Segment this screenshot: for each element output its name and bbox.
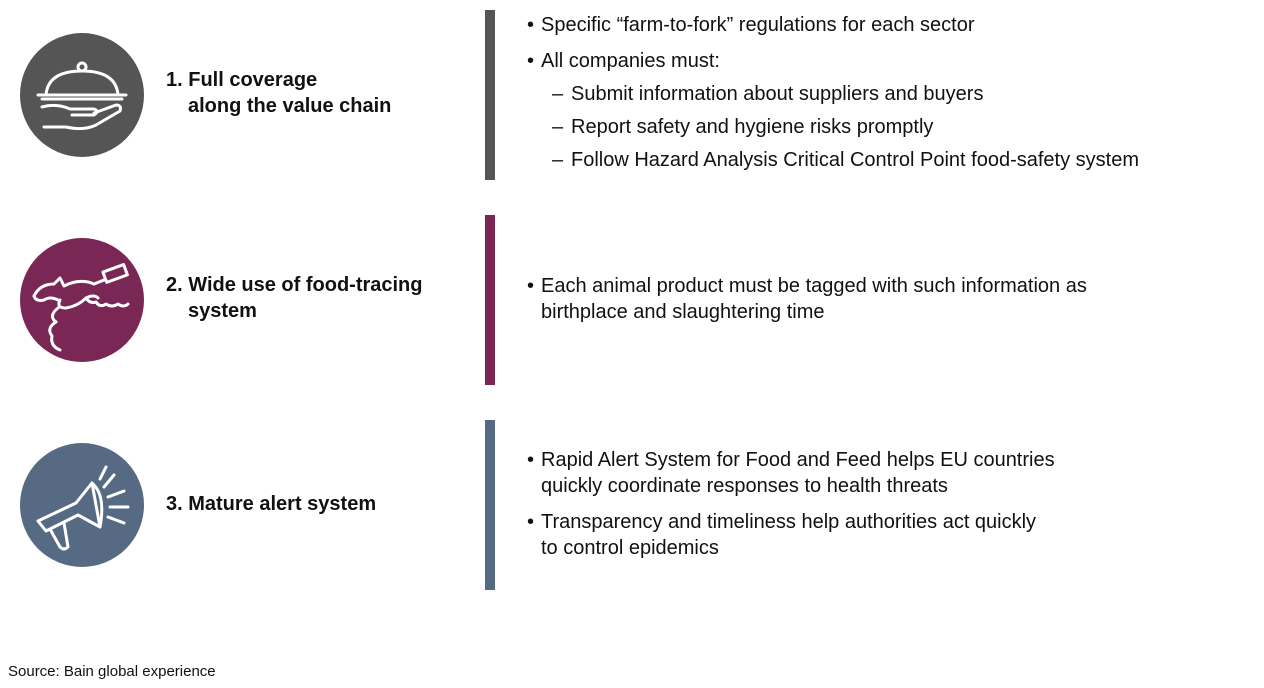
bullet-text: Specific “farm-to-fork” regulations for each sector <box>541 14 975 36</box>
tagged-pig-icon <box>20 238 144 362</box>
bullet-text-line1: Each animal product must be tagged with such information as <box>541 275 1087 297</box>
row-title-2 <box>166 272 423 324</box>
bullet-list-1 <box>527 12 1139 183</box>
row-title-1-line2: along the value chain <box>188 95 392 117</box>
divider-bar-1 <box>485 10 495 180</box>
bullet-list-2 <box>527 273 1087 335</box>
bullet-text-line2: quickly coordinate responses to health threats <box>541 475 948 497</box>
bullet-text: All companies must: <box>541 50 720 72</box>
megaphone-icon <box>20 443 144 567</box>
circle-badge-1 <box>20 33 144 157</box>
sub-bullet-item: – Report safety and hygiene risks promptly <box>541 114 1139 140</box>
row-title-1-line1: 1. Full coverage <box>166 69 318 91</box>
bullet-text-line2: birthplace and slaughtering time <box>541 301 825 323</box>
bullet-text-line1: Rapid Alert System for Food and Feed helps EU countries <box>541 449 1055 471</box>
sub-bullet-item: – Follow Hazard Analysis Critical Control Point food-safety system <box>541 147 1139 173</box>
bullet-list-3 <box>527 447 1055 571</box>
row-title-1 <box>166 67 391 119</box>
source-note: Source: Bain global experience <box>8 663 216 680</box>
bullet-item <box>527 447 1055 499</box>
row-title-3 <box>166 491 376 517</box>
bullet-item <box>527 48 1139 173</box>
row-title-2-line2: system <box>188 300 257 322</box>
circle-badge-2 <box>20 238 144 362</box>
divider-bar-2 <box>485 215 495 385</box>
bullet-text-line1: Transparency and timeliness help authorities act quickly <box>541 511 1037 533</box>
circle-badge-3 <box>20 443 144 567</box>
row-title-3-line1: 3. Mature alert system <box>166 493 377 515</box>
sub-bullet-item: – Submit information about suppliers and buyers <box>541 81 1139 107</box>
serving-cloche-icon <box>20 33 144 157</box>
bullet-item <box>527 12 1139 38</box>
bullet-item <box>527 273 1087 325</box>
bullet-text-line2: to control epidemics <box>541 537 719 559</box>
bullet-item <box>527 509 1055 561</box>
divider-bar-3 <box>485 420 495 590</box>
row-title-2-line1: 2. Wide use of food-tracing <box>166 274 423 296</box>
